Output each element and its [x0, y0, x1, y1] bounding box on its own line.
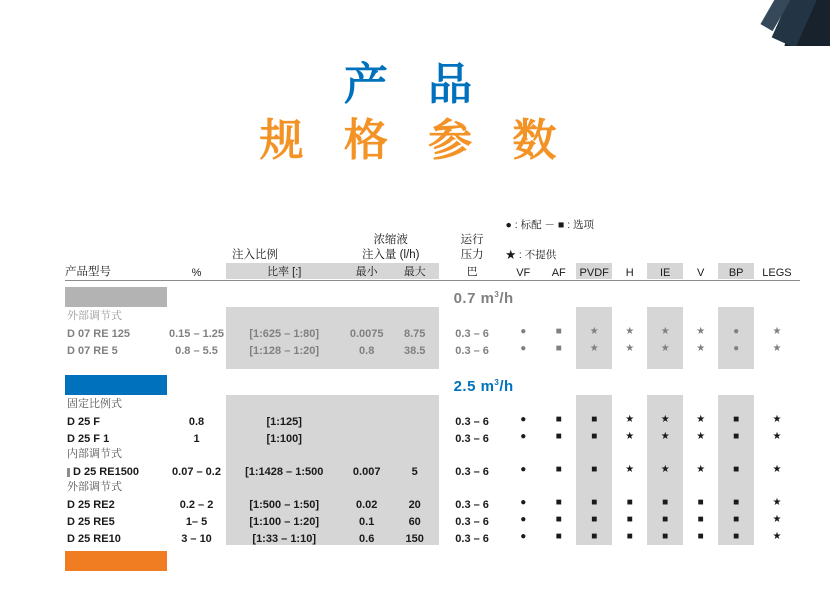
- row-ratio: [1:1428 – 1:500: [226, 461, 343, 478]
- table-row: [65, 428, 800, 445]
- section-band-next: [65, 545, 800, 571]
- row-option-ie: ■: [647, 528, 682, 545]
- row-min: 0.6: [343, 528, 391, 545]
- row-option-legs: ★: [772, 431, 782, 442]
- row-option-af: ■: [555, 531, 562, 542]
- row-option-v: ★: [696, 343, 706, 354]
- row-option-v: ★: [696, 414, 706, 425]
- row-ratio: [1:500 – 1:50]: [226, 494, 343, 511]
- row-pressure: 0.3 – 6: [455, 433, 489, 445]
- row-option-h: ★: [625, 326, 635, 337]
- row-option-bp: ●: [718, 340, 753, 357]
- row-pressure: 0.3 – 6: [455, 345, 489, 357]
- row-percent: 0.07 – 0.2: [172, 466, 221, 478]
- page-title-line-2: 规 格 参 数: [259, 116, 571, 165]
- row-pressure: 0.3 – 6: [455, 533, 489, 545]
- group-row-external-2-5: [65, 478, 800, 494]
- row-option-legs: ★: [772, 514, 782, 525]
- table-row: [65, 494, 800, 511]
- row-option-af: ■: [555, 343, 562, 354]
- row-option-pvdf: ■: [576, 528, 611, 545]
- header-option-bp: BP: [718, 263, 753, 279]
- header-min: 最小: [343, 263, 391, 279]
- row-option-v: ■: [697, 514, 704, 525]
- legend-row: [65, 218, 800, 233]
- row-max: 38.5: [391, 340, 439, 357]
- row-option-pvdf: ■: [576, 411, 611, 428]
- row-percent: 3 – 10: [181, 533, 212, 545]
- table-subheader-row: [65, 263, 800, 279]
- row-option-h: ★: [625, 343, 635, 354]
- row-pressure: 0.3 – 6: [455, 466, 489, 478]
- group-row-fixed-2-5: [65, 395, 800, 411]
- row-option-v: ★: [696, 326, 706, 337]
- section-band-2-5: [65, 369, 800, 395]
- row-option-af: ■: [555, 326, 562, 337]
- row-option-legs: ★: [772, 414, 782, 425]
- group-label-external-2-5: 外部调节式: [67, 481, 122, 493]
- legend-line-unavailable: ★ : 不提供: [505, 249, 557, 261]
- row-min: 0.02: [343, 494, 391, 511]
- row-option-pvdf: ■: [576, 511, 611, 528]
- row-option-bp: ■: [718, 528, 753, 545]
- row-model: D 07 RE 125: [67, 328, 130, 340]
- row-model: D 25 RE5: [67, 516, 115, 528]
- row-ratio: [1:100 – 1:20]: [226, 511, 343, 528]
- row-option-vf: ●: [520, 497, 527, 508]
- row-option-v: ★: [696, 431, 706, 442]
- row-option-bp: ●: [718, 323, 753, 340]
- row-min: [343, 411, 391, 428]
- row-max: 20: [391, 494, 439, 511]
- row-model-marker: [67, 468, 70, 477]
- decorative-corner-graphic: [710, 0, 830, 46]
- header-pressure-line-1: 运行: [460, 234, 484, 246]
- row-percent: 1: [193, 433, 200, 445]
- section-band-marker-2-5: [65, 375, 167, 395]
- table-row: [65, 461, 800, 478]
- header-option-ie: IE: [647, 263, 682, 279]
- row-percent: 0.2 – 2: [179, 499, 214, 511]
- row-option-legs: ★: [772, 497, 782, 508]
- row-percent: 0.8 – 5.5: [175, 345, 218, 357]
- table-row: [65, 340, 800, 357]
- row-option-h: ■: [626, 514, 633, 525]
- row-option-legs: ★: [772, 464, 782, 475]
- section-band-0-7: [65, 281, 800, 308]
- header-option-legs: LEGS: [762, 267, 792, 279]
- row-option-ie: ★: [647, 461, 682, 478]
- row-ratio: [1:625 – 1:80]: [226, 323, 343, 340]
- table-row: [65, 411, 800, 428]
- row-pressure: 0.3 – 6: [455, 328, 489, 340]
- row-option-af: ■: [555, 414, 562, 425]
- row-ratio: [1:100]: [226, 428, 343, 445]
- row-option-pvdf: ■: [576, 494, 611, 511]
- row-option-pvdf: ■: [576, 461, 611, 478]
- header-option-v: V: [697, 267, 705, 279]
- legend-line-standard: ● : 标配 － ■ : 选项: [505, 219, 595, 231]
- row-pressure: 0.3 – 6: [455, 499, 489, 511]
- header-concentrate-line-1: 浓缩液: [373, 234, 408, 246]
- row-option-ie: ■: [647, 494, 682, 511]
- row-min: 0.0075: [343, 323, 391, 340]
- row-option-vf: ●: [520, 326, 527, 337]
- row-min: 0.8: [343, 340, 391, 357]
- section-band-label-2-5: 2.5 $m^3/h$: [453, 378, 514, 395]
- header-max: 最大: [391, 263, 439, 279]
- row-option-bp: ■: [718, 494, 753, 511]
- row-percent: 1– 5: [185, 516, 208, 528]
- row-model: D 07 RE 5: [67, 345, 118, 357]
- row-option-h: ★: [625, 431, 635, 442]
- table-row: [65, 528, 800, 545]
- row-option-ie: ★: [647, 411, 682, 428]
- header-percent: %: [191, 267, 202, 279]
- row-option-bp: ■: [718, 411, 753, 428]
- group-row-internal-2-5: [65, 445, 800, 461]
- row-option-af: ■: [555, 497, 562, 508]
- row-option-vf: ●: [520, 531, 527, 542]
- row-max: 150: [391, 528, 439, 545]
- row-option-h: ★: [625, 414, 635, 425]
- row-option-af: ■: [555, 514, 562, 525]
- row-min: 0.1: [343, 511, 391, 528]
- row-model: D 25 RE10: [67, 533, 121, 545]
- row-model: [65, 461, 167, 478]
- group-label-internal-2-5: 内部调节式: [67, 448, 122, 460]
- header-model: 产品型号: [65, 266, 111, 278]
- row-model-label: D 25 RE1500: [73, 466, 140, 478]
- page-title-line-1: 产 品: [343, 60, 487, 109]
- row-percent: 0.8: [188, 416, 205, 428]
- section-spacer: [65, 357, 800, 369]
- row-option-bp: ■: [718, 511, 753, 528]
- section-band-marker-next: [65, 551, 167, 571]
- row-ratio: [1:128 – 1:20]: [226, 340, 343, 357]
- row-model: D 25 RE2: [67, 499, 115, 511]
- header-option-vf: VF: [516, 267, 531, 279]
- row-option-vf: ●: [520, 514, 527, 525]
- group-label-external-0-7: 外部调节式: [67, 310, 122, 322]
- row-option-vf: ●: [520, 431, 527, 442]
- header-pressure-group: [439, 233, 506, 263]
- row-option-pvdf: ★: [576, 323, 611, 340]
- row-option-legs: ★: [772, 326, 782, 337]
- page-title: [0, 58, 830, 170]
- row-pressure: 0.3 – 6: [455, 416, 489, 428]
- group-label-fixed-2-5: 固定比例式: [67, 398, 122, 410]
- row-max: [391, 411, 439, 428]
- table-row: [65, 511, 800, 528]
- row-option-ie: ■: [647, 511, 682, 528]
- row-option-ie: ★: [647, 428, 682, 445]
- row-pressure: 0.3 – 6: [455, 516, 489, 528]
- table-row: [65, 323, 800, 340]
- header-option-h: H: [625, 267, 634, 279]
- row-model: D 25 F 1: [67, 433, 110, 445]
- row-option-h: ■: [626, 531, 633, 542]
- row-option-v: ★: [696, 464, 706, 475]
- row-option-legs: ★: [772, 531, 782, 542]
- row-option-v: ■: [697, 497, 704, 508]
- row-option-pvdf: ■: [576, 428, 611, 445]
- row-option-pvdf: ★: [576, 340, 611, 357]
- header-ratio: 比率 [:]: [226, 263, 343, 279]
- row-min: [343, 428, 391, 445]
- row-option-legs: ★: [772, 343, 782, 354]
- group-row-external-0-7: [65, 307, 800, 323]
- row-option-vf: ●: [520, 464, 527, 475]
- row-max: 5: [391, 461, 439, 478]
- section-band-label-0-7: 0.7 $m^3/h$: [453, 290, 514, 307]
- row-ratio: [1:33 – 1:10]: [226, 528, 343, 545]
- row-option-h: ■: [626, 497, 633, 508]
- header-pressure-unit: 巴: [466, 266, 478, 278]
- row-max: 60: [391, 511, 439, 528]
- row-model: D 25 F: [67, 416, 101, 428]
- row-max: [391, 428, 439, 445]
- header-concentrate-group: [343, 233, 439, 263]
- row-max: 8.75: [391, 323, 439, 340]
- row-option-ie: ★: [647, 323, 682, 340]
- header-dosing-ratio: 注入比例: [231, 249, 278, 261]
- row-option-bp: ■: [718, 428, 753, 445]
- header-option-af: AF: [551, 267, 566, 279]
- row-option-af: ■: [555, 431, 562, 442]
- row-option-h: ★: [625, 464, 635, 475]
- row-percent: 0.15 – 1.25: [168, 328, 225, 340]
- table-group-header-row: [65, 233, 800, 263]
- row-option-v: ■: [697, 531, 704, 542]
- header-option-pvdf: PVDF: [576, 263, 611, 279]
- specification-table: [65, 218, 800, 571]
- header-concentrate-line-2: 注入量 (l/h): [361, 249, 420, 261]
- row-min: 0.007: [343, 461, 391, 478]
- section-band-marker-0-7: [65, 287, 167, 307]
- row-option-vf: ●: [520, 414, 527, 425]
- row-option-ie: ★: [647, 340, 682, 357]
- row-option-bp: ■: [718, 461, 753, 478]
- row-option-vf: ●: [520, 343, 527, 354]
- row-ratio: [1:125]: [226, 411, 343, 428]
- header-pressure-line-2: 压力: [460, 249, 484, 261]
- row-option-af: ■: [555, 464, 562, 475]
